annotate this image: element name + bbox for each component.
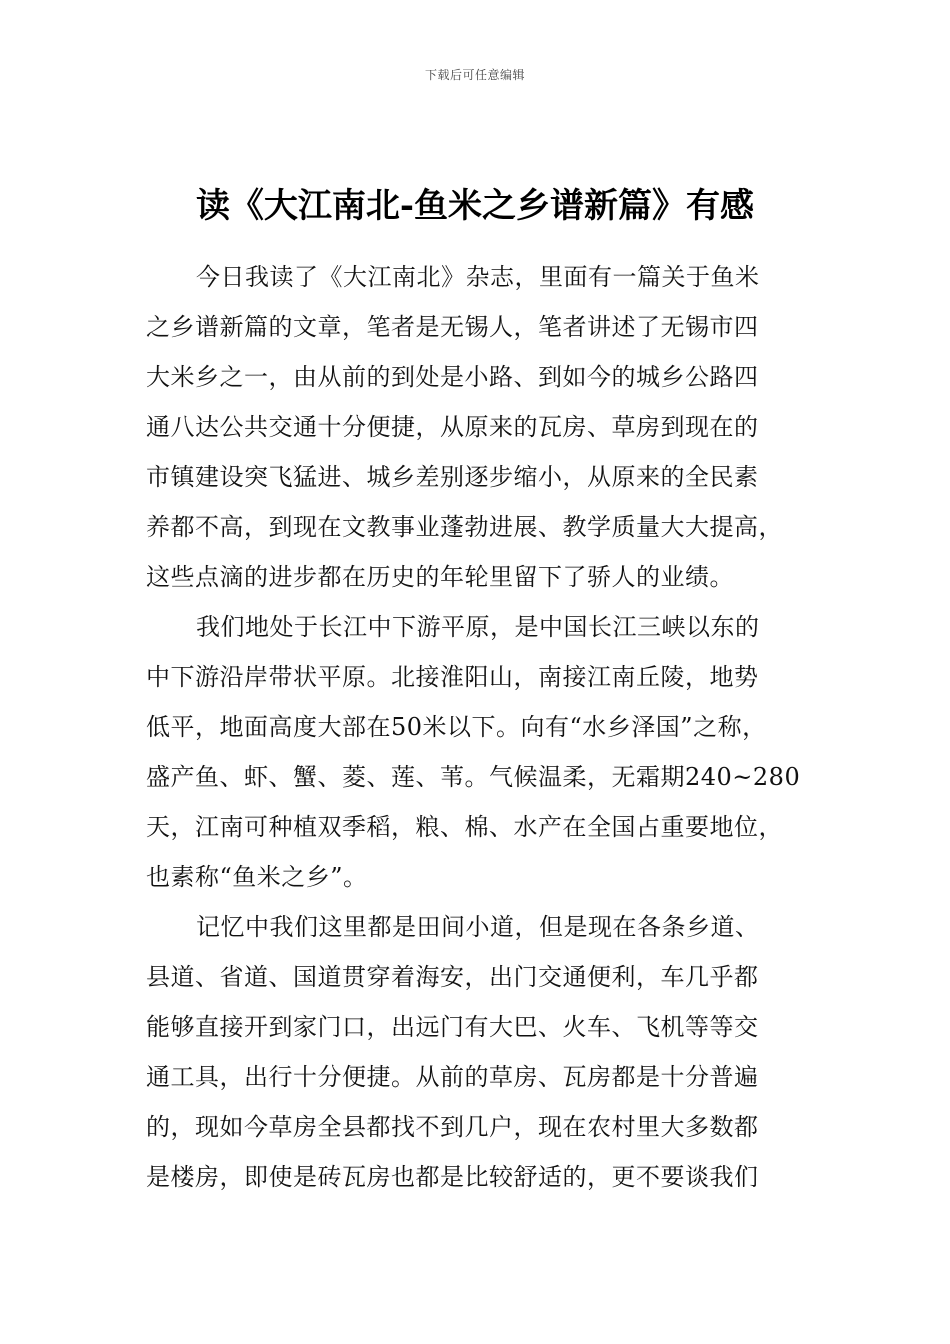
text-line: 的，现如今草房全县都找不到几户，现在农村里大多数都 bbox=[146, 1113, 759, 1141]
text-line: 这些点滴的进步都在历史的年轮里留下了骄人的业绩。 bbox=[146, 563, 734, 591]
text-line: 记忆中我们这里都是田间小道，但是现在各条乡道、 bbox=[196, 913, 760, 941]
text-line: 市镇建设突飞猛进、城乡差别逐步缩小，从原来的全民素 bbox=[146, 463, 759, 491]
text-line: 能够直接开到家门口，出远门有大巴、火车、飞机等等交 bbox=[146, 1013, 759, 1041]
text-line: 是楼房，即使是砖瓦房也都是比较舒适的，更不要谈我们 bbox=[146, 1163, 759, 1191]
text-line: 通八达公共交通十分便捷，从原来的瓦房、草房到现在的 bbox=[146, 413, 759, 441]
paragraph-1 bbox=[146, 252, 806, 602]
text-line: 县道、省道、国道贯穿着海安，出门交通便利，车几乎都 bbox=[146, 963, 759, 991]
text-line: 之乡谱新篇的文章，笔者是无锡人，笔者讲述了无锡市四 bbox=[146, 313, 759, 341]
header-note: 下载后可任意编辑 bbox=[424, 68, 525, 82]
text-line: 通工具，出行十分便捷。从前的草房、瓦房都是十分普遍 bbox=[146, 1063, 759, 1091]
document-body bbox=[146, 252, 806, 1202]
text-line: 低平，地面高度大部在50米以下。向有“水乡泽国”之称， bbox=[146, 713, 767, 741]
text-line: 天，江南可种植双季稻，粮、棉、水产在全国占重要地位， bbox=[146, 813, 783, 841]
text-line: 我们地处于长江中下游平原，是中国长江三峡以东的 bbox=[196, 613, 760, 641]
document-title: 读《大江南北-鱼米之乡谱新篇》有感 bbox=[195, 186, 755, 226]
paragraph-3 bbox=[146, 902, 806, 1202]
text-line: 也素称“鱼米之乡”。 bbox=[146, 863, 368, 891]
paragraph-2 bbox=[146, 602, 806, 902]
text-line: 中下游沿岸带状平原。北接淮阳山，南接江南丘陵，地势 bbox=[146, 663, 759, 691]
text-line: 今日我读了《大江南北》杂志，里面有一篇关于鱼米 bbox=[196, 263, 760, 291]
text-line: 养都不高，到现在文教事业蓬勃进展、教学质量大大提高， bbox=[146, 513, 783, 541]
text-line: 盛产鱼、虾、蟹、菱、莲、苇。气候温柔，无霜期240~280 bbox=[146, 763, 801, 791]
text-line: 大米乡之一，由从前的到处是小路、到如今的城乡公路四 bbox=[146, 363, 759, 391]
